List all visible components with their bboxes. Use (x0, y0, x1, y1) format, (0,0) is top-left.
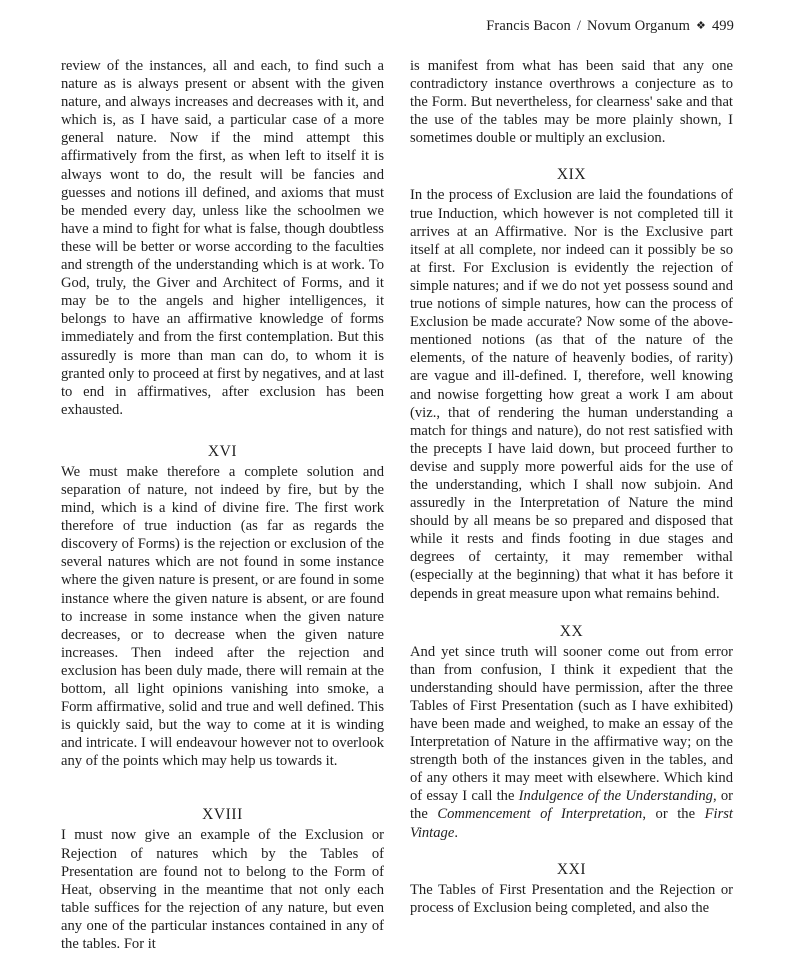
paragraph-continued: review of the instances, all and each, to find such a nature as is always present or absent with the given nature, and always increases and decreases with it, and which is, as I have said, a particular case of a more general nature. Now if the mind attempt this affirmatively from the first, as when left to itself it is always wont to do, the result will be fancies and guesses and notions ill defined, and axioms that must be mended every day, unless like the schoolmen we have a mind to fight for what is false, though doubtless these will be better or worse according to the faculties and strength of the understanding which is at work. To God, truly, the Giver and Architect of Forms, and it may be to the angels and higher intelligences, it belongs to have an affirmative knowledge of forms immediately and from the first contemplation. But this assuredly is more than man can do, to whom it is granted only to proceed at first by negatives, and at last to end in affirmatives, after exclusion has been exhausted. (61, 58, 384, 418)
left-column (61, 57, 384, 953)
section-heading-xx: XX (559, 622, 584, 640)
right-column (410, 57, 733, 917)
italic-phrase: First Vintage (410, 806, 733, 841)
section-heading-xvi: XVI (207, 442, 238, 460)
italic-phrase: Indulgence of the Understanding (518, 788, 713, 805)
header-separator: / (576, 18, 582, 34)
header-work-title: Novum Organum (587, 18, 690, 34)
paragraph-xviii: I must now give an example of the Exclusion or Rejection of natures which by the Tables of Presentation are found not to belong to the Form of Heat, observing in the meantime that not only each table suffices for the rejection of any nature, but even any one of the particular instances contained in any of the tables. For it (61, 827, 384, 953)
paragraph-xx: And yet since truth will sooner come out from error than from confusion, I think it expedient that the understanding should have permission, after the three Tables of First Presentation (such as I have exhibited) have been made and weighed, to make an essay of the Interpretation of Nature in the affirmative way; on the strength both of the instances given in the tables, and of any others it may meet with elsewhere. Which kind of essay I call the Indulgence of the Understanding, or the Commencement of Interpretation, or the First Vintage. (410, 643, 733, 841)
section-heading-xviii: XVIII (202, 806, 243, 824)
paragraph-continued: is manifest from what has been said that any one contradictory instance overthrows a conjecture as to the Form. But nevertheless, for clearness' sake and that the use of the tables may be more plainly shown, I sometimes double or multiply an exclusion. (410, 58, 733, 147)
section-heading-xxi: XXI (556, 860, 587, 878)
header-author: Francis Bacon (486, 18, 571, 34)
section-heading-xix: XIX (556, 166, 587, 184)
italic-phrase: Commencement of Interpretation (437, 806, 643, 823)
paragraph-xix: In the process of Exclusion are laid the foundations of true Induction, which however is not completed till it arrives at an Affirmative. Nor is the Exclusive part itself at all complete, nor indeed can it possibly be so at first. For Exclusion is evidently the rejection of simple natures; and if we do not yet possess sound and true notions of simple natures, how can the process of Exclusion be made accurate? Now some of the above-mentioned notions (as that of the nature of the elements, of the nature of heavenly bodies, of rarity) are vague and ill-defined. I, therefore, well knowing and nowise forgetting how great a work I am about (viz., that of rendering the human understanding a match for things and nature), do not rest satisfied with the precepts I have laid down, but proceed further to devise and supply more powerful aids for the use of the understanding, which I shall now subjoin. And assuredly in the Interpretation of Nature the mind should by all means be so prepared and disposed that while it rests and finds footing in due stages and degrees of certainty, it may remember withal (especially at the beginning) that what it has before it depends in great measure upon what remains behind. (410, 187, 733, 602)
running-header (486, 18, 734, 35)
page-number: 499 (711, 18, 734, 34)
paragraph-xvi: We must make therefore a complete solution and separation of nature, not indeed by fire, but by the mind, which is a kind of divine fire. The first work therefore of true induction (as far as regards the discovery of Forms) is the rejection or exclusion of the several natures which are not found in some instance where the given nature is present, or are found in some instance where the given nature is absent, or are found to increase in some instance when the given nature decreases, or to decrease when the given nature increases. Then indeed after the rejection and exclusion has been duly made, there will remain at the bottom, all light opinions vanishing into smoke, a Form affirmative, solid and true and well defined. This is quickly said, but the way to come at it is winding and intricate. I will endeavour however not to overlook any of the points which may help us towards it. (61, 463, 384, 770)
paragraph-xxi: The Tables of First Presentation and the Rejection or process of Exclusion being completed, and also the (410, 881, 733, 916)
ornament-icon: ❖ (695, 20, 706, 32)
